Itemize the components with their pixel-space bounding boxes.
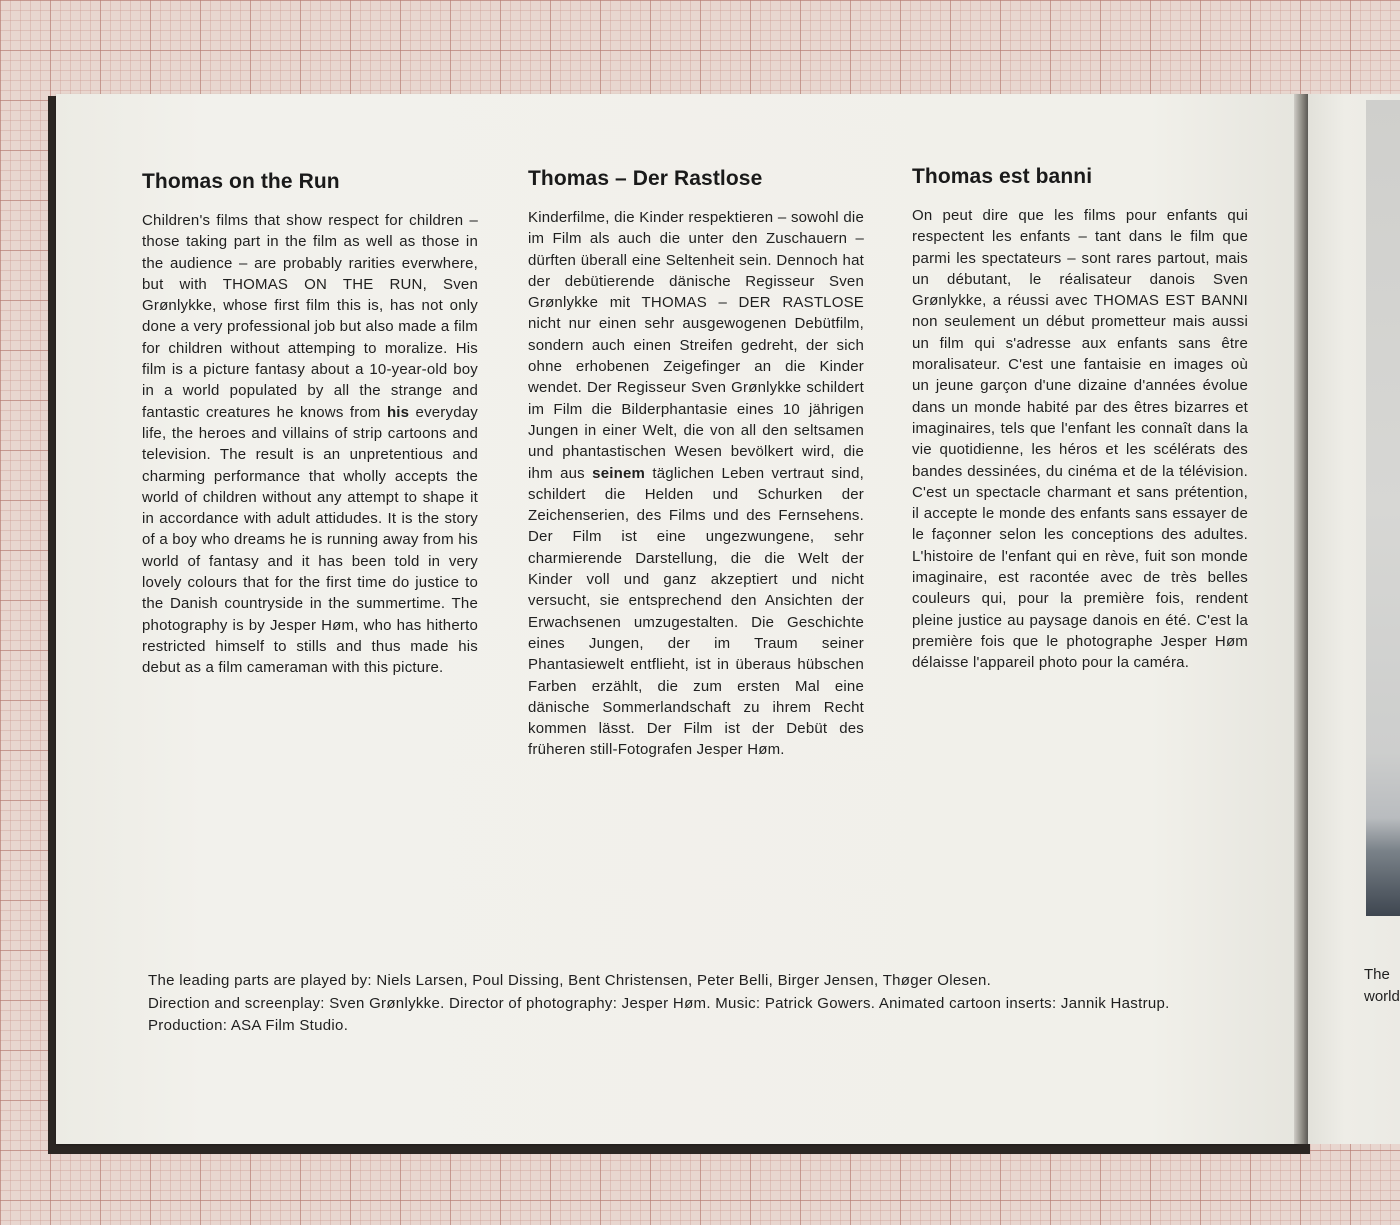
facing-page-photo	[1366, 100, 1400, 916]
german-body	[528, 207, 864, 761]
english-body-part-2: everyday life, the heroes and villains of strip cartoons and television. The result is an unpretentious and charming performance that wholly accepts the world of children without any attempt to shape it in accordance with adult attidudes. It is the story of a boy who dreams he is running away from his world of fantasy and it has been told in very lovely colours that for the first time do justice to the Danish countryside in the summertime. The photography is by Jesper Høm, who has hitherto restricted himself to stills and thus made his debut as a film cameraman with this picture.	[142, 403, 478, 677]
credits-cast: The leading parts are played by: Niels Larsen, Poul Dissing, Bent Christensen, Peter Belli, Birger Jensen, Thøger Olesen.	[148, 972, 992, 989]
film-credits	[148, 970, 1252, 1038]
german-title: Thomas – Der Rastlose	[528, 167, 763, 190]
english-body-part-1: Children's films that show respect for children – those taking part in the film as well as those in the audience – are probably rarities everwhere, but with THOMAS ON THE RUN, Sven Grønlykke, whose first film this is, has not only done a very professional job but also made a film for children without attemping to moralize. His film is a picture fantasy about a 10-year-old boy in a world populated by all the strange and fantastic creatures he knows from	[142, 212, 478, 421]
facing-page-caption	[1364, 964, 1400, 1008]
french-body: On peut dire que les films pour enfants qui respectent les enfants – tant dans le film que parmi les spectateurs – sont rares partout, mais un débutant, le réalisateur danois Sven Grønlykke, a réussi avec THOMAS EST BANNI non seulement un début prometteur mais aussi un film qui s'adresse aux enfants sans être moralisateur. C'est une fantaisie en images où un jeune garçon d'une dizaine d'années évolue dans un monde habité par des êtres bizarres et imaginaires, tels que l'enfant les connaît dans la vie quotidienne, les héros et les scélérats des bandes dessinées, du cinéma et de la télévision. C'est un spectacle charmant et sans prétention, il accepte le monde des enfants sans essayer de le façonner selon les conceptions des adultes. L'histoire de l'enfant qui en rève, fuit son monde imaginaire, est racontée avec de très belles couleurs qui, pour la première fois, rendent pleine justice au paysage danois en été. C'est la première fois que le photographe Jesper Høm délaisse l'appareil photo pour la caméra.	[912, 207, 1248, 672]
german-column	[528, 165, 864, 761]
german-body-part-2: täglichen Leben vertraut sind, schildert die Helden und Schurken der Zeichenserien, des Films und des Fernsehens. Der Film ist eine ungezwungene, sehr charmierende Darstellung, die die Welt der Kinder voll und ganz akzeptiert und nicht versucht, sie entsprechend den Ansichten der Erwachsenen umzugestalten. Die Geschichte eines Jungen, der im Traum seiner Phantasiewelt entflieht, ist in überaus hübschen Farben erzählt, die zum ersten Mal eine dänische Sommerlandschaft zu ihrem Recht kommen lässt. Der Film ist der Debüt des früheren still-Fotografen Jesper Høm.	[528, 464, 864, 759]
credits-crew: Direction and screenplay: Sven Grønlykke. Director of photography: Jesper Høm. Music: Patrick Gowers. Animated cartoon inserts: Jannik Hastrup. Production: ASA Film Studio.	[148, 994, 1170, 1034]
booklet-gutter	[1294, 94, 1308, 1144]
french-column	[912, 163, 1248, 674]
english-title: Thomas on the Run	[142, 170, 340, 193]
english-emphasis: his	[386, 403, 410, 421]
facing-caption-line-1: The	[1364, 966, 1390, 983]
french-title: Thomas est banni	[912, 165, 1093, 188]
german-emphasis: seinem	[592, 464, 646, 482]
facing-caption-line-2: world	[1364, 988, 1400, 1005]
english-body	[142, 210, 478, 679]
german-body-part-1: Kinderfilme, die Kinder respektieren – sowohl die im Film als auch die unter den Zuschauern – dürften überall eine Seltenheit sein. Dennoch hat der debütierende dänische Regisseur Sven Grønlykke mit THOMAS – DER RASTLOSE nicht nur einen sehr ausgewogenen Debütfilm, sondern auch einen Streifen gedreht, der sich ohne erhobenen Zeigefinger an die Kinder wendet. Der Regisseur Sven Grønlykke schildert im Film die Bilderphantasie eines 10 jährigen Jungen in einer Welt, die von all den seltsamen und phantastischen Wesen bevölkert wird, die ihm aus	[528, 209, 864, 482]
english-column	[142, 168, 478, 679]
